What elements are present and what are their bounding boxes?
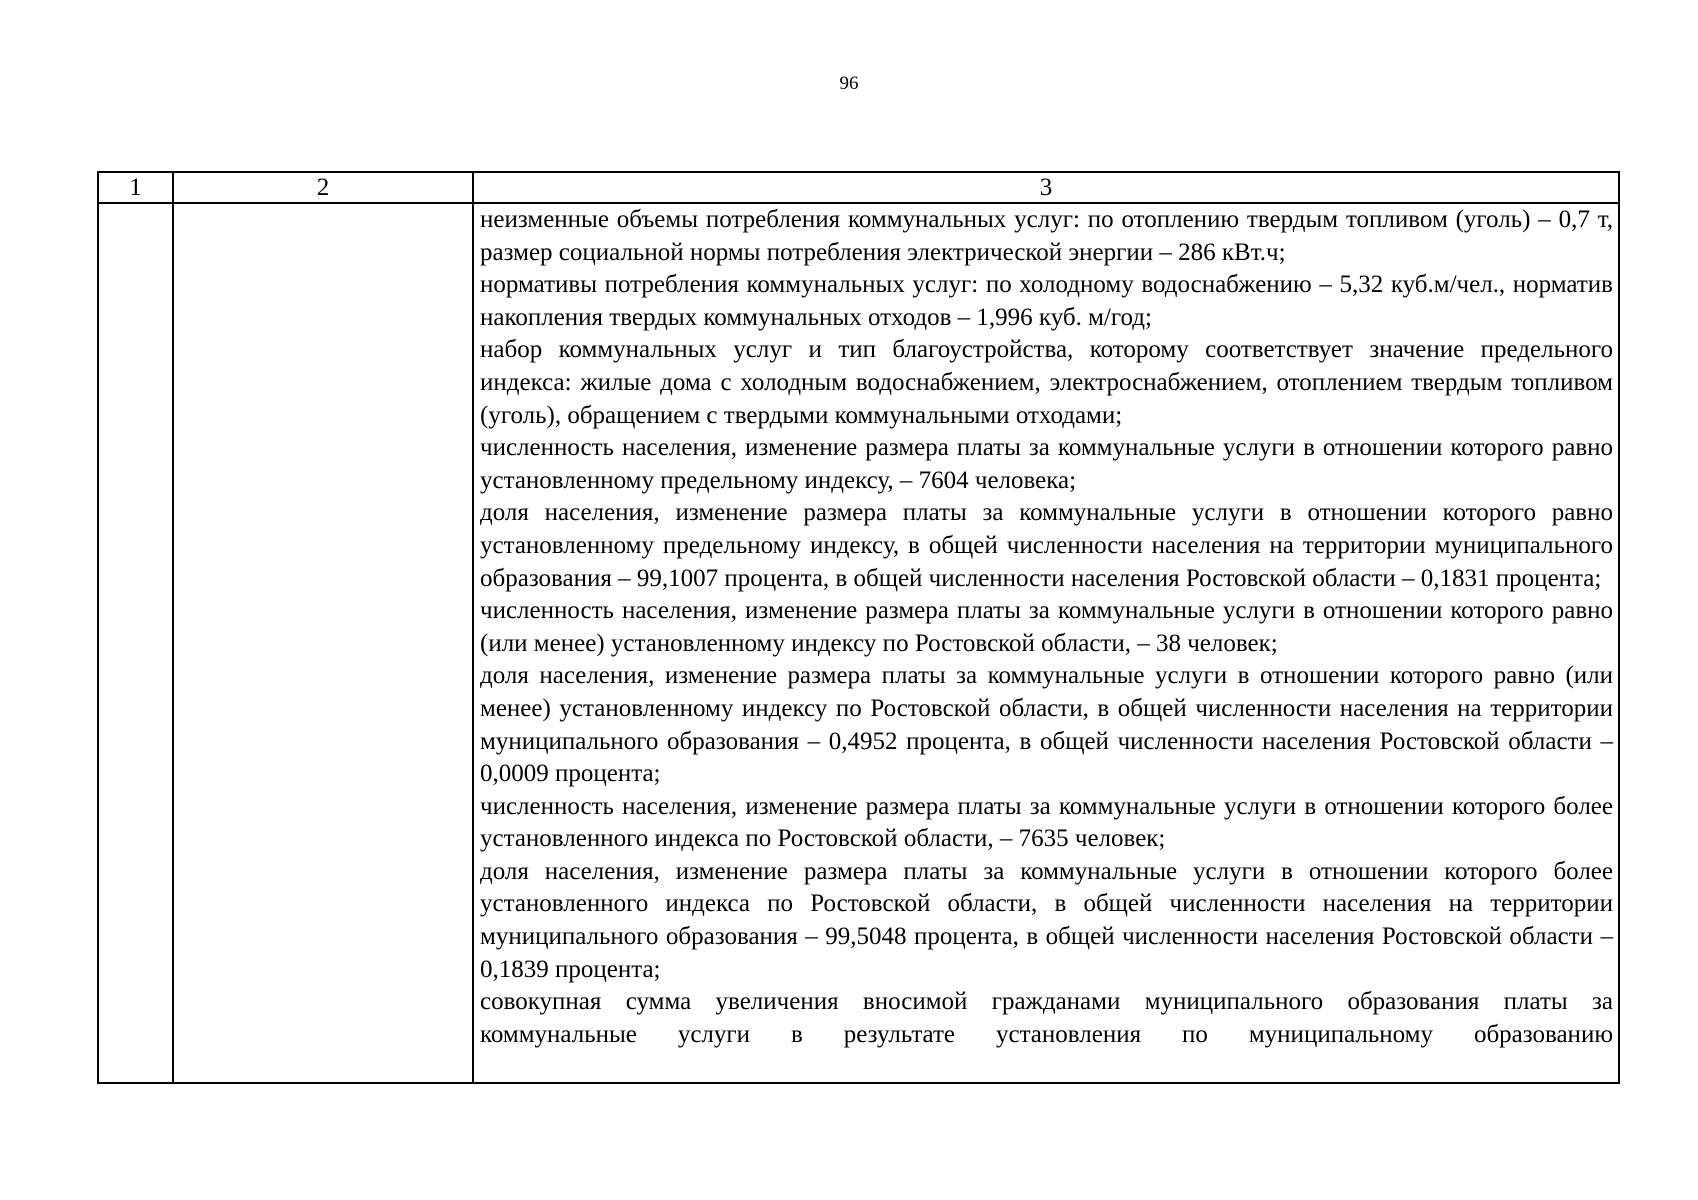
paragraph-share-more: доля населения, изменение размера платы за коммунальные услуги в отношении которого более установленного индекса по Ростовской области, в общей численности населения на территории муниципального образования – 99,5048 процента, в общей численности населения Ростовской области – 0,1839 процента; — [480, 857, 1613, 983]
paragraph-population-equal-or-less: численность населения, изменение размера платы за коммунальные услуги в отношении которого равно (или менее) установленному индексу по Ростовской области, – 38 человек; — [480, 597, 1613, 657]
cell-column-1 — [98, 203, 173, 1083]
paragraph-services-set: набор коммунальных услуг и тип благоустройства, которому соответствует значение предельного индекса: жилые дома с холодным водоснабжением, электроснабжением, отоплением твердым топливом (уголь), обращением с твердыми коммунальными отходами; — [480, 336, 1613, 429]
document-table — [97, 171, 1620, 1084]
paragraph-consumption-norms: нормативы потребления коммунальных услуг: по холодному водоснабжению – 5,32 куб.м/чел., норматив накопления твердых коммунальных отходов – 1,996 куб. м/год; — [480, 271, 1613, 331]
cell-column-3 — [473, 203, 1619, 1083]
paragraph-share-equal-or-less: доля населения, изменение размера платы за коммунальные услуги в отношении которого равно (или менее) установленному индексу по Ростовской области, в общей численности населения на территории муниципального образования – 0,4952 процента, в общей численности населения Ростовской области – 0,0009 процента; — [480, 662, 1613, 788]
table-header-row — [98, 172, 1619, 203]
column-header-1: 1 — [98, 172, 173, 203]
column-header-3: 3 — [473, 172, 1619, 203]
paragraph-population-more: численность населения, изменение размера платы за коммунальные услуги в отношении которого более установленного индекса по Ростовской области, – 7635 человек; — [480, 792, 1613, 853]
cell-column-2 — [173, 203, 473, 1083]
table-row — [98, 203, 1619, 1083]
column-header-2: 2 — [173, 172, 473, 203]
paragraph-population-equal-limit: численность населения, изменение размера платы за коммунальные услуги в отношении которого равно установленному предельному индексу, – 7604 человека; — [480, 434, 1613, 494]
paragraph-share-equal-limit: доля населения, изменение размера платы за коммунальные услуги в отношении которого равно установленному предельному индексу, в общей численности населения на территории муниципального образования – 99,1007 процента, в общей численности населения Ростовской области – 0,1831 процента; — [480, 499, 1613, 592]
paragraph-consumption-volumes: неизменные объемы потребления коммунальных услуг: по отоплению твердым топливом (уголь) – 0,7 т, размер социальной нормы потребления электрической энергии – 286 кВт.ч; — [480, 206, 1613, 266]
paragraph-total-increase: совокупная сумма увеличения вносимой гражданами муниципального образования платы за коммунальные услуги в результате установления по муниципальному образованию — [480, 988, 1613, 1048]
page-number: 96 — [839, 73, 859, 94]
